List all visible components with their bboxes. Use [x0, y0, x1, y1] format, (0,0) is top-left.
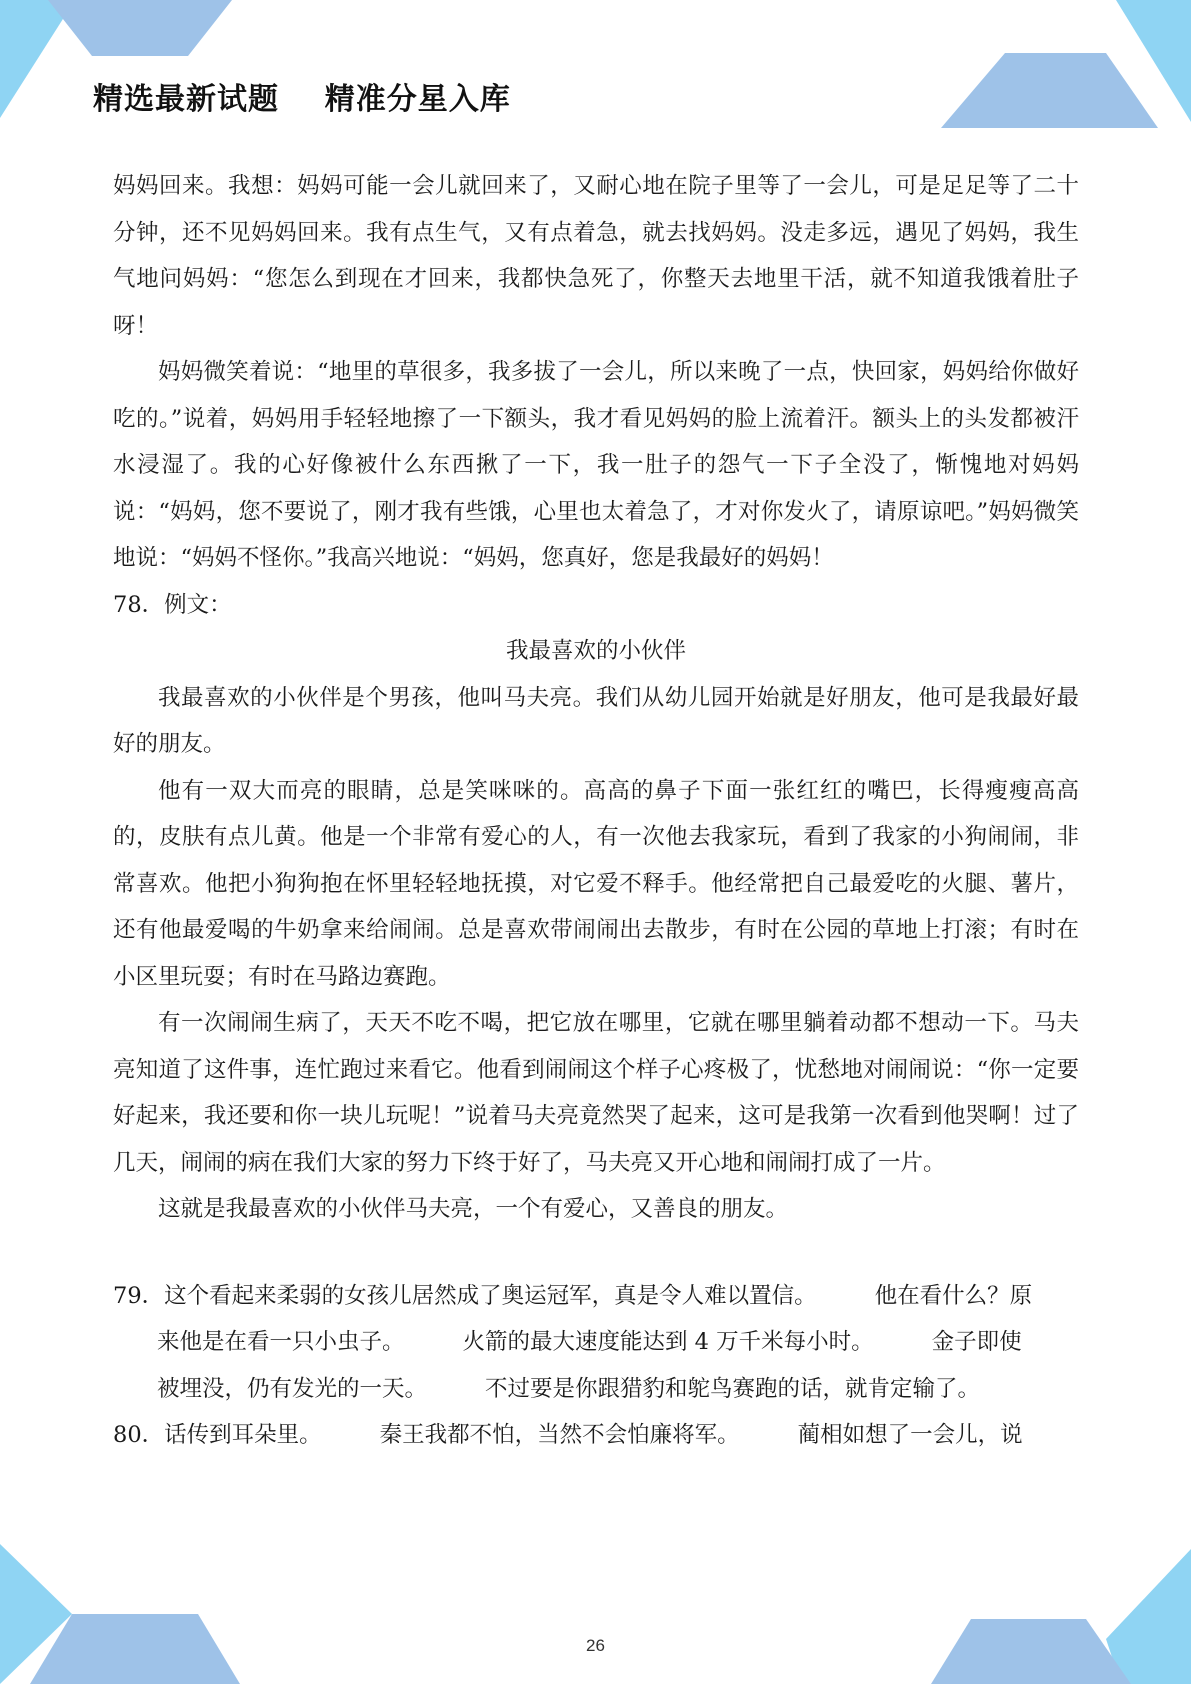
- story-paragraph-1: 妈妈回来。我想：妈妈可能一会儿就回来了，又耐心地在院子里等了一会儿，可是足足等了二十分钟，还不见妈妈回来。我有点生气，又有点着急，就去找妈妈。没走多远，遇见了妈妈，我生气地问妈妈：“您怎么到现在才回来，我都快急死了，你整天去地里干活，就不知道我饿着肚子呀！: [113, 173, 1079, 339]
- corner-decoration-bottom-right: [931, 1544, 1191, 1684]
- question-79-answer-2-part-1: 他在看什么？原: [874, 1282, 1033, 1309]
- question-80-line-1: [113, 1412, 1079, 1459]
- question-80-answer-2: 秦王我都不怕，当然不会怕廉将军。: [379, 1422, 740, 1448]
- essay-paragraph-1: 我最喜欢的小伙伴是个男孩，他叫马夫亮。我们从幼儿园开始就是好朋友，他可是我最好最好的朋友。: [113, 684, 1079, 757]
- question-79-number: 79．: [113, 1282, 165, 1309]
- question-79-line-1: [113, 1273, 1079, 1320]
- page-number: 26: [586, 1636, 605, 1655]
- essay-paragraph-3: 有一次闹闹生病了，天天不吃不喝，把它放在哪里，它就在哪里躺着动都不想动一下。马夫亮知道了这件事，连忙跑过来看它。他看到闹闹这个样子心疼极了，忧愁地对闹闹说：“你一定要好起来，我还要和你一块儿玩呢！”说着马夫亮竟然哭了起来，这可是我第一次看到他哭啊！过了几天，闹闹的病在我们大家的努力下终于好了，马夫亮又开心地和闹闹打成了一片。: [113, 1010, 1079, 1176]
- question-79-line-2: [113, 1319, 1079, 1366]
- question-80-answer-1: 话传到耳朵里。: [164, 1422, 322, 1448]
- header-title: 精选最新试题 精准分星入库: [93, 82, 511, 117]
- section-gap: [113, 1233, 1079, 1273]
- corner-decoration-top-right: [931, 0, 1191, 130]
- document-body: [113, 163, 1079, 1459]
- question-79-answer-5: 不过要是你跟猎豹和鸵鸟赛跑的话，就肯定输了。: [485, 1375, 981, 1402]
- essay-title: 我最喜欢的小伙伴: [505, 638, 686, 664]
- question-79: [113, 1273, 1079, 1413]
- question-79-answer-3: 火箭的最大速度能达到 4 万千米每小时。: [462, 1329, 874, 1355]
- question-80: [113, 1412, 1079, 1459]
- essay-paragraph-2: 他有一双大而亮的眼睛，总是笑咪咪的。高高的鼻子下面一张红红的嘴巴，长得瘦瘦高高的，皮肤有点儿黄。他是一个非常有爱心的人，有一次他去我家玩，看到了我家的小狗闹闹，非常喜欢。他把小狗狗抱在怀里轻轻地抚摸，对它爱不释手。他经常把自己最爱吃的火腿、薯片，还有他最爱喝的牛奶拿来给闹闹。总是喜欢带闹闹出去散步，有时在公园的草地上打滚；有时在小区里玩耍；有时在马路边赛跑。: [113, 777, 1079, 990]
- corner-decoration-bottom-left: [0, 1544, 260, 1684]
- question-79-answer-1: 这个看起来柔弱的女孩儿居然成了奥运冠军，真是令人难以置信。: [164, 1282, 817, 1309]
- question-79-answer-4-part-2: 被埋没，仍有发光的一天。: [157, 1375, 428, 1402]
- question-79-answer-2-part-2: 来他是在看一只小虫子。: [157, 1329, 405, 1355]
- essay-paragraph-4: 这就是我最喜欢的小伙伴马夫亮，一个有爱心，又善良的朋友。: [158, 1196, 789, 1222]
- question-79-answer-4-part-1: 金子即使: [931, 1329, 1022, 1355]
- question-80-answer-3: 蔺相如想了一会儿，说: [797, 1422, 1023, 1448]
- story-paragraph-2: 妈妈微笑着说：“地里的草很多，我多拔了一会儿，所以来晚了一点，快回家，妈妈给你做好吃的。”说着，妈妈用手轻轻地擦了一下额头，我才看见妈妈的脸上流着汗。额头上的头发都被汗水浸湿了。我的心好像被什么东西揪了一下，我一肚子的怨气一下子全没了，惭愧地对妈妈说：“妈妈，您不要说了，刚才我有些饿，心里也太着急了，才对你发火了，请原谅吧。”妈妈微笑地说：“妈妈不怪你。”我高兴地说：“妈妈，您真好，您是我最好的妈妈！: [113, 359, 1079, 571]
- question-80-number: 80．: [113, 1422, 165, 1448]
- question-79-line-3: [113, 1366, 1079, 1413]
- question-78-label: 78．例文：: [113, 591, 232, 618]
